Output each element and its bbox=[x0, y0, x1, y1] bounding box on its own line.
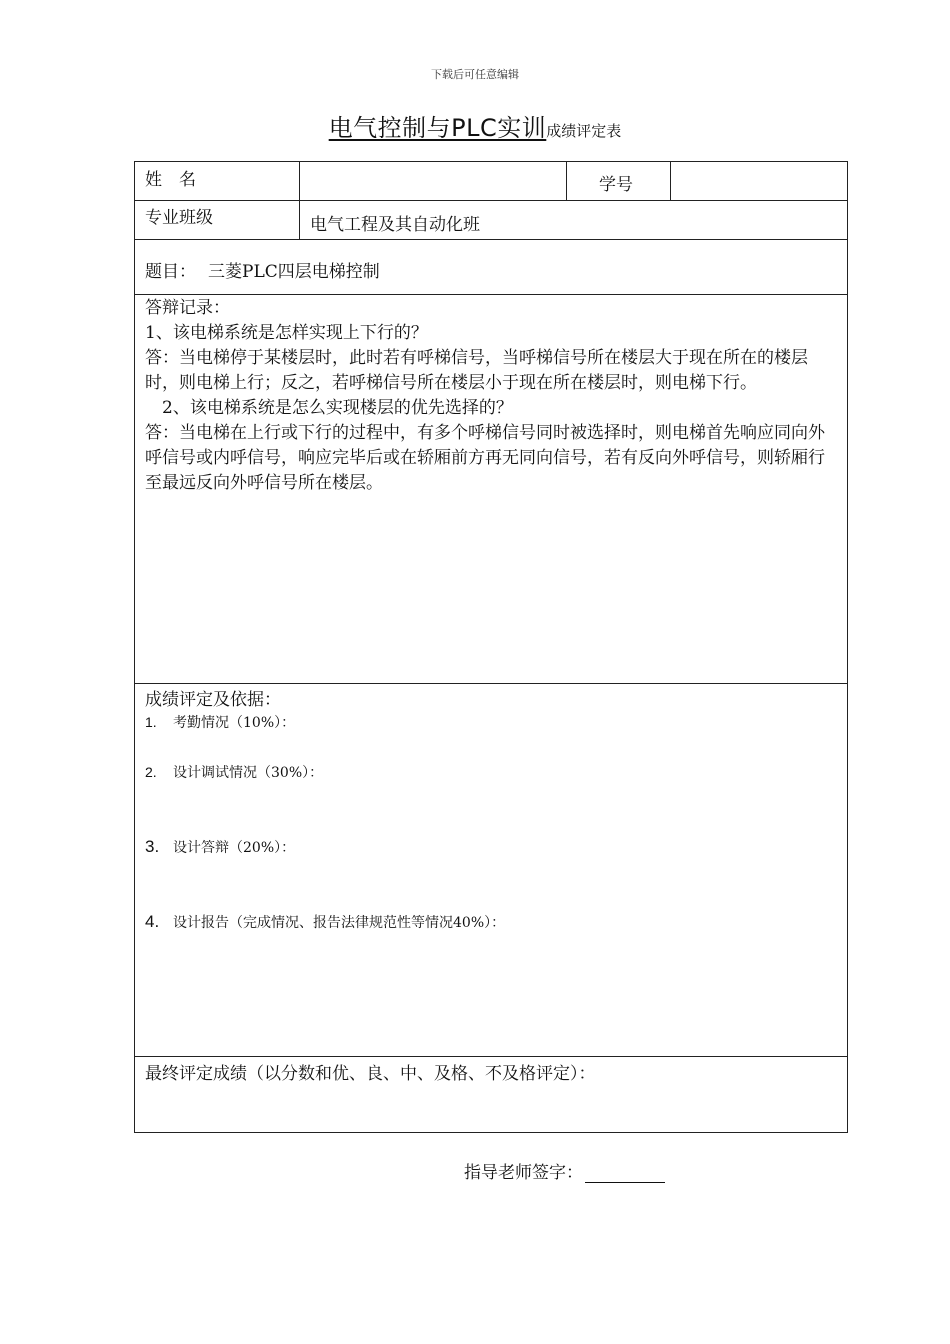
signature-line[interactable] bbox=[585, 1164, 665, 1183]
grading-item-text: 考勤情况（10%）： bbox=[173, 715, 296, 731]
final-grade-label: 最终评定成绩（以分数和优、良、中、及格、不及格评定）： bbox=[145, 1064, 596, 1084]
row-name bbox=[135, 162, 847, 201]
class-value: 电气工程及其自动化班 bbox=[310, 215, 480, 235]
grading-item-number: 2. bbox=[145, 764, 157, 780]
defense-answer-2: 答：当电梯在上行或下行的过程中，有多个呼梯信号同时被选择时，则电梯首先响应同向外呼信号或内呼信号，响应完毕后或在轿厢前方再无同向信号，若有反向外呼信号，则轿厢行至最远反向外呼信号所在楼层。 bbox=[145, 423, 825, 493]
topic-value: 三菱PLC四层电梯控制 bbox=[208, 262, 380, 282]
student-id-value-cell[interactable] bbox=[670, 162, 849, 200]
title-main: 电气控制与PLC实训 bbox=[328, 114, 547, 142]
name-label: 姓 名 bbox=[145, 170, 196, 190]
signature bbox=[464, 1158, 665, 1183]
class-label: 专业班级 bbox=[145, 208, 213, 228]
class-label-cell bbox=[135, 201, 299, 239]
title-sub: 成绩评定表 bbox=[546, 122, 622, 140]
row-defense-record bbox=[135, 295, 847, 684]
topic bbox=[145, 257, 380, 282]
grading-item-text: 设计报告（完成情况、报告法律规范性等情况40%）： bbox=[173, 915, 506, 931]
evaluation-form bbox=[134, 161, 848, 1133]
page-title bbox=[0, 108, 950, 143]
row-grading bbox=[135, 684, 847, 1057]
grading-item-number: 4. bbox=[145, 912, 160, 931]
row-topic bbox=[135, 240, 847, 295]
student-id-label: 学号 bbox=[599, 175, 633, 195]
signature-label: 指导老师签字： bbox=[464, 1163, 583, 1183]
grading-item-number: 3. bbox=[145, 837, 160, 856]
row-final-grade[interactable] bbox=[135, 1057, 847, 1132]
row-class bbox=[135, 201, 847, 240]
topic-label: 题目： bbox=[145, 262, 196, 282]
grading-item-number: 1. bbox=[145, 714, 157, 730]
grading-item-text: 设计答辩（20%）： bbox=[173, 840, 296, 856]
grading-item-text: 设计调试情况（30%）： bbox=[173, 765, 324, 781]
grading-item-debugging bbox=[145, 762, 323, 782]
defense-heading: 答辩记录： bbox=[145, 298, 230, 318]
grading-item-defense bbox=[145, 837, 295, 857]
grading-item-report bbox=[145, 912, 505, 932]
defense-answer-1: 答：当电梯停于某楼层时，此时若有呼梯信号，当呼梯信号所在楼层大于现在所在的楼层时，则电梯上行；反之，若呼梯信号所在楼层小于现在所在楼层时，则电梯下行。 bbox=[145, 348, 808, 393]
defense-record bbox=[145, 296, 835, 496]
grading-item-attendance bbox=[145, 712, 295, 732]
student-id-label-cell bbox=[566, 162, 670, 200]
defense-question-2: 2、该电梯系统是怎么实现楼层的优先选择的？ bbox=[145, 398, 513, 418]
defense-question-1: 1、该电梯系统是怎样实现上下行的？ bbox=[145, 323, 428, 343]
class-value-cell[interactable] bbox=[299, 201, 849, 239]
name-label-cell bbox=[135, 162, 299, 200]
name-value-cell[interactable] bbox=[299, 162, 566, 200]
header-note: 下载后可任意编辑 bbox=[431, 68, 519, 81]
grading-heading: 成绩评定及依据： bbox=[145, 690, 281, 710]
